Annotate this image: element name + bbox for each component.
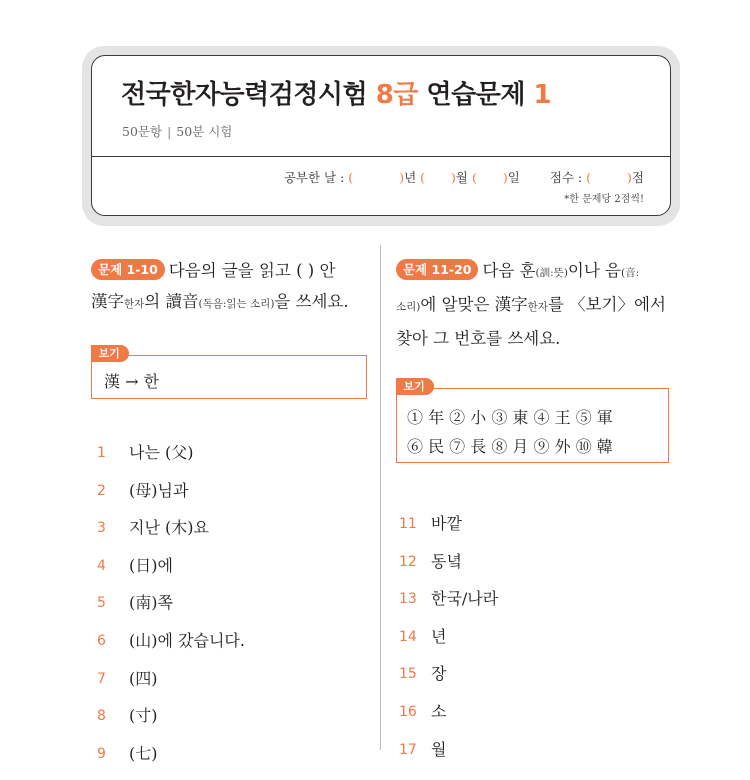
section2-questions [399, 513, 669, 776]
choice-row-1: ① 年 ② 小 ③ 東 ④ 王 ⑤ 軍 [407, 408, 613, 427]
score-note: *한 문제당 2점씩! [564, 194, 644, 205]
question-item: 2 (母)님과 [97, 480, 189, 500]
question-item: 17 월 [399, 739, 447, 759]
question-item: 8 (寸) [97, 706, 158, 726]
column-divider [380, 245, 381, 750]
section1-questions [97, 442, 367, 780]
study-date-row: 공부한 날 : ( )년 ( )월 ( )일 점수 : ( )점 [283, 170, 644, 185]
section1-badge: 문제 1-10 [91, 259, 165, 280]
question-item: 4 (日)에 [97, 555, 173, 575]
question-item: 16 소 [399, 701, 447, 721]
question-item: 1 나는 (父) [97, 443, 194, 462]
header-card [91, 55, 671, 216]
question-item: 5 (南)쪽 [97, 593, 173, 613]
question-item: 3 지난 (木)요 [97, 518, 209, 538]
choice-row-2: ⑥ 民 ⑦ 長 ⑧ 月 ⑨ 外 ⑩ 韓 [407, 437, 613, 456]
example-label: 보기 [91, 345, 129, 362]
example-label: 보기 [396, 378, 434, 395]
question-item: 12 동녘 [399, 551, 462, 571]
section2-badge: 문제 11-20 [396, 259, 478, 280]
section1-instructions: 문제 1-10 다음의 글을 읽고 ( ) 안 漢字한자의 讀音(독음:읽는 소리)을 쓰세요. [91, 261, 349, 311]
question-item: 7 (四) [97, 668, 158, 688]
question-item: 11 바깥 [399, 514, 462, 533]
question-item: 14 년 [399, 626, 447, 646]
question-item: 9 (七) [97, 743, 158, 763]
example-content: 漢 → 한 [104, 372, 160, 391]
question-item: 15 장 [399, 664, 447, 684]
card-divider [92, 156, 670, 157]
question-item: 6 (山)에 갔습니다. [97, 630, 245, 650]
question-item: 13 한국/나라 [399, 589, 499, 609]
section2-example-box [396, 380, 669, 463]
page-title: 전국한자능력검정시험 8급 연습문제 1 [121, 80, 552, 110]
section1-example-box [91, 347, 367, 399]
exam-info: 50문항 | 50분 시험 [122, 124, 233, 139]
section2-instructions: 문제 11-20 다음 훈(訓:뜻)이나 음(音: 소리)에 알맞은 漢字한자를 〈보기〉에서 찾아 그 번호를 쓰세요. [396, 261, 666, 348]
